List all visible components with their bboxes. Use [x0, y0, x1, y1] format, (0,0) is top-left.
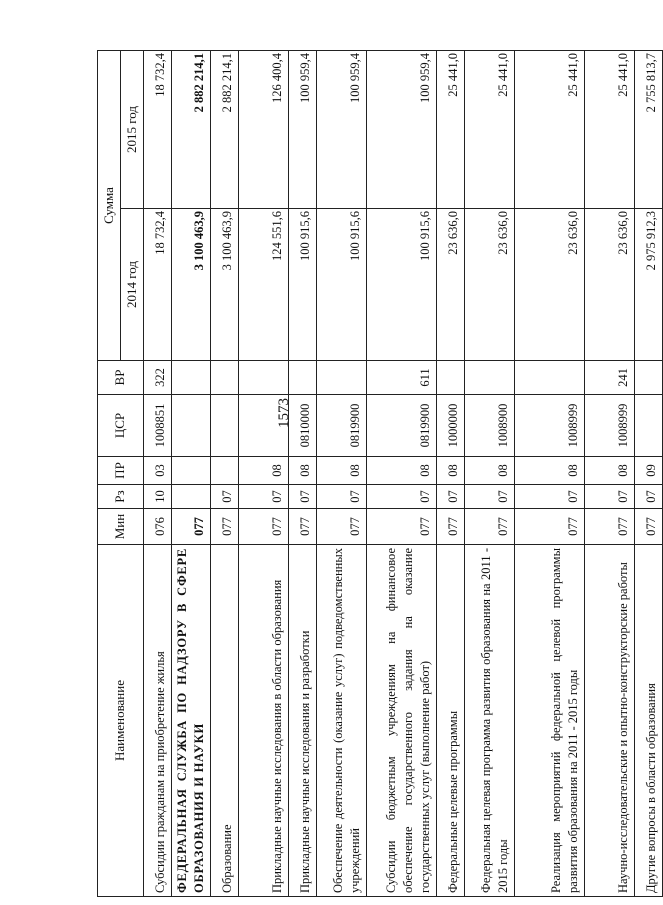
row-csr: 1008999	[515, 395, 585, 457]
row-amount-2014: 18 732,4	[143, 209, 171, 361]
row-amount-2015: 2 755 813,7	[635, 51, 663, 209]
row-rz: 07	[465, 485, 515, 509]
row-min: 077	[437, 509, 465, 545]
row-amount-2014: 100 915,6	[317, 209, 367, 361]
row-rz: 07	[515, 485, 585, 509]
row-amount-2014: 100 915,6	[289, 209, 317, 361]
row-amount-2015: 25 441,0	[465, 51, 515, 209]
row-vr	[635, 361, 663, 395]
row-min: 077	[211, 509, 239, 545]
row-amount-2015: 2 882 214,1	[211, 51, 239, 209]
row-csr: 1000000	[437, 395, 465, 457]
row-amount-2014: 23 636,0	[437, 209, 465, 361]
row-vr	[515, 361, 585, 395]
row-name: ФЕДЕРАЛЬНАЯ СЛУЖБА ПО НАДЗОРУ В СФЕРЕ ОБРАЗОВАНИЯ И НАУКИ	[171, 545, 211, 897]
row-min: 077	[585, 509, 635, 545]
row-amount-2015: 2 882 214,1	[171, 51, 211, 209]
row-pr: 09	[635, 457, 663, 485]
row-name: Прикладные научные исследования в области образования	[239, 545, 289, 897]
row-amount-2014: 3 100 463,9	[171, 209, 211, 361]
row-amount-2014: 23 636,0	[585, 209, 635, 361]
row-rz: 07	[585, 485, 635, 509]
table-row	[367, 51, 437, 897]
table-row	[635, 51, 663, 897]
row-amount-2015: 18 732,4	[143, 51, 171, 209]
row-rz: 07	[289, 485, 317, 509]
row-csr: 1008851	[143, 395, 171, 457]
row-csr	[171, 395, 211, 457]
row-min: 077	[171, 509, 211, 545]
row-csr: 0810000	[289, 395, 317, 457]
row-rz: 07	[211, 485, 239, 509]
row-vr	[239, 361, 289, 395]
row-name: Образование	[211, 545, 239, 897]
row-amount-2015: 25 441,0	[585, 51, 635, 209]
row-amount-2015: 100 959,4	[367, 51, 437, 209]
row-pr: 08	[515, 457, 585, 485]
row-min: 076	[143, 509, 171, 545]
budget-table	[97, 50, 663, 897]
row-amount-2014: 2 975 912,3	[635, 209, 663, 361]
row-csr: 0819900	[317, 395, 367, 457]
rotated-budget-table-sheet	[97, 51, 659, 897]
row-rz: 07	[437, 485, 465, 509]
table-row	[437, 51, 465, 897]
row-rz: 10	[143, 485, 171, 509]
row-vr	[465, 361, 515, 395]
row-amount-2014: 23 636,0	[465, 209, 515, 361]
row-name: Федеральная целевая программа развития образования на 2011 - 2015 годы	[465, 545, 515, 897]
row-pr: 08	[367, 457, 437, 485]
row-name: Прикладные научные исследования и разработки	[289, 545, 317, 897]
row-pr: 03	[143, 457, 171, 485]
row-name: Реализация мероприятий федеральной целевой программы развития образования на 2011 - 2015 годы	[515, 545, 585, 897]
header-pr: ПР	[98, 457, 144, 485]
row-min: 077	[317, 509, 367, 545]
row-amount-2015: 126 400,4	[239, 51, 289, 209]
table-row	[465, 51, 515, 897]
table-row	[317, 51, 367, 897]
row-amount-2014: 100 915,6	[367, 209, 437, 361]
row-vr	[289, 361, 317, 395]
row-pr	[211, 457, 239, 485]
header-name: Наименование	[98, 545, 144, 897]
row-min: 077	[635, 509, 663, 545]
row-csr	[239, 395, 289, 457]
table-row	[211, 51, 239, 897]
row-min: 077	[515, 509, 585, 545]
row-csr: 0819900	[367, 395, 437, 457]
row-vr	[171, 361, 211, 395]
row-vr	[317, 361, 367, 395]
table-row	[171, 51, 211, 897]
table-row	[289, 51, 317, 897]
header-csr: ЦСР	[98, 395, 144, 457]
header-sum: Сумма	[98, 51, 121, 361]
row-pr: 08	[239, 457, 289, 485]
row-name: Научно-исследовательские и опытно-конструкторские работы	[585, 545, 635, 897]
header-vr: ВР	[98, 361, 144, 395]
row-rz	[171, 485, 211, 509]
row-amount-2014: 3 100 463,9	[211, 209, 239, 361]
row-vr	[211, 361, 239, 395]
row-name: Федеральные целевые программы	[437, 545, 465, 897]
row-pr: 08	[317, 457, 367, 485]
row-pr: 08	[437, 457, 465, 485]
row-rz: 07	[239, 485, 289, 509]
table-row	[515, 51, 585, 897]
row-amount-2015: 100 959,4	[317, 51, 367, 209]
row-vr	[437, 361, 465, 395]
row-name: Обеспечение деятельности (оказание услуг) подведомственных учреждений	[317, 545, 367, 897]
row-vr: 611	[367, 361, 437, 395]
row-amount-2015: 25 441,0	[437, 51, 465, 209]
row-pr: 08	[465, 457, 515, 485]
header-year-2015: 2015 год	[120, 51, 143, 209]
row-amount-2015: 25 441,0	[515, 51, 585, 209]
header-min: Мин	[98, 509, 144, 545]
table-body	[143, 51, 663, 897]
row-amount-2015: 100 959,4	[289, 51, 317, 209]
row-csr	[211, 395, 239, 457]
row-csr: 1008900	[465, 395, 515, 457]
table-row	[585, 51, 635, 897]
row-pr: 08	[585, 457, 635, 485]
header-rz: Рз	[98, 485, 144, 509]
row-csr: 1008999	[585, 395, 635, 457]
row-amount-2014: 124 551,6	[239, 209, 289, 361]
row-name: Субсидии бюджетным учреждениям на финансовое обеспечение государственного задания на оказание государственных услуг (выполнение работ)	[367, 545, 437, 897]
row-vr: 322	[143, 361, 171, 395]
row-rz: 07	[317, 485, 367, 509]
row-min: 077	[239, 509, 289, 545]
table-row	[239, 51, 289, 897]
row-name: Другие вопросы в области образования	[635, 545, 663, 897]
row-amount-2014: 23 636,0	[515, 209, 585, 361]
row-pr: 08	[289, 457, 317, 485]
row-min: 077	[465, 509, 515, 545]
row-rz: 07	[635, 485, 663, 509]
table-row	[143, 51, 171, 897]
row-name: Субсидии гражданам на приобретение жилья	[143, 545, 171, 897]
row-rz: 07	[367, 485, 437, 509]
row-min: 077	[289, 509, 317, 545]
table-header-row	[98, 51, 121, 897]
row-min: 077	[367, 509, 437, 545]
row-csr	[635, 395, 663, 457]
header-year-2014: 2014 год	[120, 209, 143, 361]
row-vr: 241	[585, 361, 635, 395]
page-number: 1573	[276, 398, 292, 428]
row-pr	[171, 457, 211, 485]
